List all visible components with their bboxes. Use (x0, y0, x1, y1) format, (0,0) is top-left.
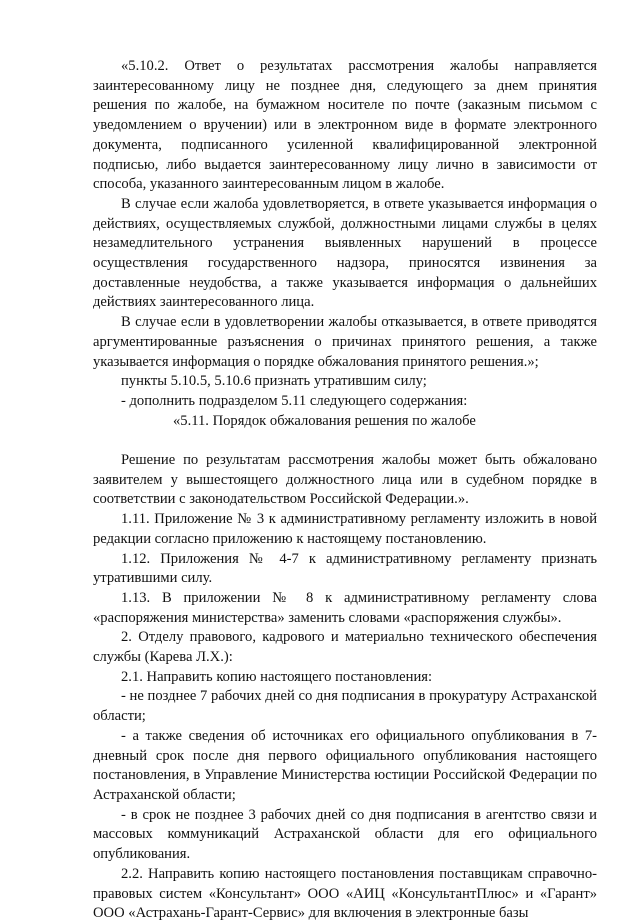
paragraph-1-11: 1.11. Приложение № 3 к административному регламенту изложить в новой редакции согласно приложению к настоящему постановлению. (93, 511, 597, 547)
list-item-ministry-justice: - а также сведения об источниках его официального опубликования в 7-дневный срок после дня первого официального опубликования настоящего постановления, в Управление Министерства юстиции Российской Федерации по Астраханской области; (93, 727, 597, 803)
paragraph-points-invalid: пункты 5.10.5, 5.10.6 признать утратившим силу; (121, 373, 427, 390)
paragraph-appeal-decision: Решение по результатам рассмотрения жалобы может быть обжаловано заявителем у вышестоящего должностного лица или в судебном порядке в соответствии с законодательством Российской Федерации.». (93, 452, 597, 508)
list-item-prosecutor: - не позднее 7 рабочих дней со дня подписания в прокуратуру Астраханской области; (93, 688, 597, 725)
paragraph-2: 2. Отделу правового, кадрового и материально технического обеспечения службы (Карева Л.Х.): (93, 629, 597, 666)
paragraph-add-subsection: - дополнить подразделом 5.11 следующего содержания: (121, 392, 468, 409)
document-page (93, 57, 597, 924)
paragraph-2-2: 2.2. Направить копию настоящего постановления поставщикам справочно-правовых систем «Консультант» ООО «АИЦ «КонсультантПлюс» и «Гарант» ООО «Астрахань-Гарант-Сервис» для включения в электронные базы (93, 865, 597, 922)
paragraph-1-13: 1.13. В приложении № 8 к административному регламенту слова «распоряжения министерства» заменить словами «распоряжения службы». (93, 589, 597, 626)
paragraph-1-12: 1.12. Приложения № 4-7 к административному регламенту признать утратившими силу. (93, 550, 597, 587)
paragraph-complaint-satisfied: В случае если жалоба удовлетворяется, в ответе указывается информация о действиях, осуществляемых службой, должностными лицами службы в целях незамедлительного устранения выявленных нарушений в процессе осуществления государственного надзора, приносятся извинения за доставленные неудобства, а также указывается информация о дальнейших действиях заинтересованного лица. (93, 195, 597, 311)
blank-line (93, 431, 597, 451)
paragraph-2-1: 2.1. Направить копию настоящего постановления: (121, 668, 433, 685)
section-heading-5-11: «5.11. Порядок обжалования решения по жалобе (173, 412, 476, 429)
paragraph-complaint-refused: В случае если в удовлетворении жалобы отказывается, в ответе приводятся аргументированные разъяснения о причинах принятого решения, а также указывается информация о порядке обжалования принятого решения.»; (93, 314, 597, 370)
paragraph-5-10-2: «5.10.2. Ответ о результатах рассмотрения жалобы направляется заинтересованному лицу не позднее дня, следующего за днем принятия решения по жалобе, на бумажном носителе по почте (заказным письмом с уведомлением о вручении) или в электронном виде в формате электронного документа, подписанного усиленной квалифицированной электронной подписью, либо выдается заинтересованному лицу лично в зависимости от способа, указанного заинтересованным лицом в жалобе. (93, 58, 597, 193)
list-item-communications-agency: - в срок не позднее 3 рабочих дней со дня подписания в агентство связи и массовых коммуникаций Астраханской области для его официального опубликования. (93, 806, 597, 863)
